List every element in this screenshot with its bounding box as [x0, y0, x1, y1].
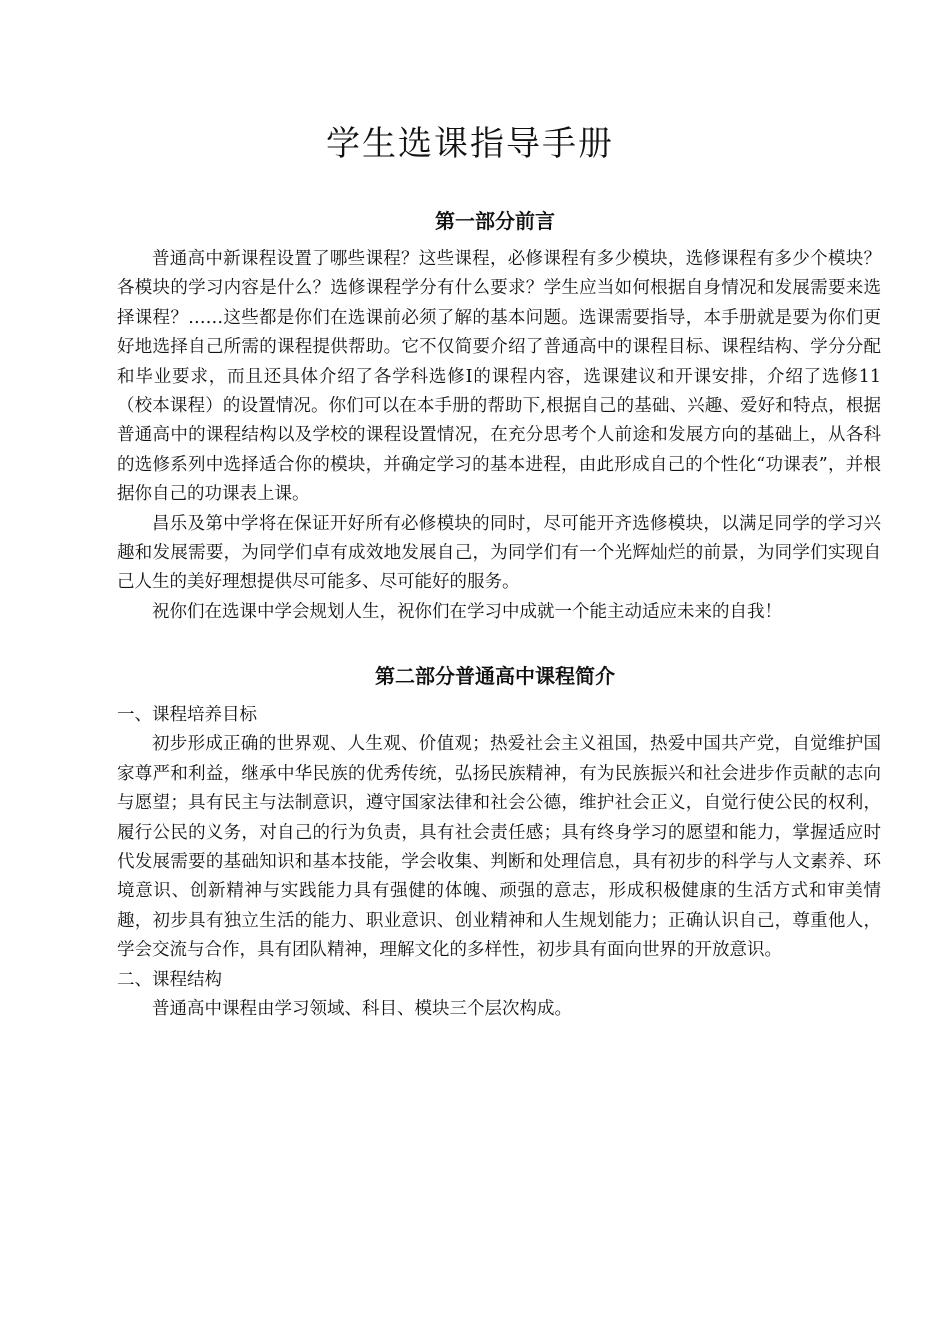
- document-title: 学生选课指导手册: [326, 124, 614, 164]
- part2-body: [117, 701, 881, 1024]
- part1-paragraph-1: 普通高中新课程设置了哪些课程？这些课程，必修课程有多少模块，选修课程有多少个模块？各模块的学习内容是什么？选修课程学分有什么要求？学生应当如何根据自身情况和发展需要来选择课程？……这些都是你们在选课前必须了解的基本问题。选课需要指导，本手册就是要为你们更好地选择自己所需的课程提供帮助。它不仅简要介绍了普通高中的课程目标、课程结构、学分分配和毕业要求，而且还具体介绍了各学科选修Ⅰ的课程内容，选课建议和开课安排，介绍了选修11（校本课程）的设置情况。你们可以在本手册的帮助下,根据自己的基础、兴趣、爱好和特点，根据普通高中的课程结构以及学校的课程设置情况，在充分思考个人前途和发展方向的基础上，从各科的选修系列中选择适合你的模块，并确定学习的基本进程，由此形成自己的个性化“功课表”，并根据你自己的功课表上课。: [117, 249, 881, 505]
- part2-heading: 第二部分普通高中课程简介: [375, 664, 615, 688]
- part1-heading: 第一部分前言: [435, 209, 555, 233]
- section2-heading: 二、课程结构: [117, 969, 222, 990]
- part1-paragraph-3: 祝你们在选课中学会规划人生，祝你们在学习中成就一个能主动适应未来的自我！: [152, 601, 782, 622]
- part1-paragraph-2: 昌乐及第中学将在保证开好所有必修模块的同时，尽可能开齐选修模块，以满足同学的学习兴趣和发展需要，为同学们卓有成效地发展自己，为同学们有一个光辉灿烂的前景，为同学们实现自己人生的美好理想提供尽可能多、尽可能好的服务。: [117, 513, 881, 593]
- section2-paragraph: 普通高中课程由学习领域、科目、模块三个层次构成。: [152, 999, 572, 1020]
- section1-heading: 一、课程培养目标: [117, 705, 257, 725]
- part1-body: [117, 245, 881, 627]
- section1-paragraph: 初步形成正确的世界观、人生观、价值观；热爱社会主义祖国，热爱中国共产党，自觉维护国家尊严和利益，继承中华民族的优秀传统，弘扬民族精神，有为民族振兴和社会进步作贡献的志向与愿望；具有民主与法制意识，遵守国家法律和社会公德，维护社会正义，自觉行使公民的权利，履行公民的义务，对自己的行为负责，具有社会责任感；具有终身学习的愿望和能力，掌握适应时代发展需要的基础知识和基本技能，学会收集、判断和处理信息，具有初步的科学与人文素养、环境意识、创新精神与实践能力具有强健的体魄、顽强的意志，形成积极健康的生活方式和审美情趣，初步具有独立生活的能力、职业意识、创业精神和人生规划能力；正确认识自己，尊重他人，学会交流与合作，具有团队精神，理解文化的多样性，初步具有面向世界的开放意识。: [117, 734, 881, 961]
